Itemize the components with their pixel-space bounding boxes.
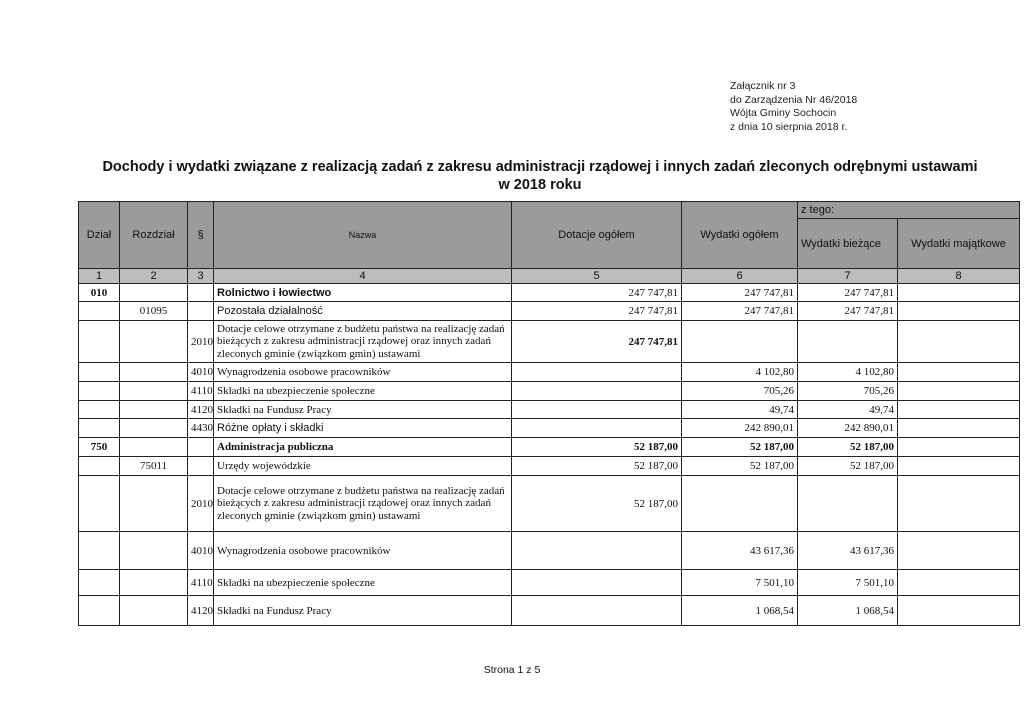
cell-dotacje <box>512 363 682 382</box>
cell-nazwa: Administracja publiczna <box>214 438 512 457</box>
table-row <box>79 419 1020 438</box>
cell-wydatki: 705,26 <box>682 382 798 401</box>
cell-nazwa: Składki na Fundusz Pracy <box>214 401 512 419</box>
column-number: 4 <box>214 269 512 284</box>
cell-wydatki: 242 890,01 <box>682 419 798 438</box>
cell-paragraf: 4110 <box>188 570 214 596</box>
cell-dotacje: 247 747,81 <box>512 321 682 363</box>
header-biezace: Wydatki bieżące <box>798 219 898 269</box>
cell-dzial <box>79 570 120 596</box>
cell-biezace: 247 747,81 <box>798 302 898 321</box>
table-row <box>79 284 1020 302</box>
cell-dotacje <box>512 401 682 419</box>
annex-line: z dnia 10 sierpnia 2018 r. <box>730 120 848 133</box>
cell-dotacje <box>512 382 682 401</box>
cell-biezace: 247 747,81 <box>798 284 898 302</box>
cell-wydatki: 52 187,00 <box>682 457 798 476</box>
table-row <box>79 596 1020 626</box>
table-row <box>79 302 1020 321</box>
cell-dzial <box>79 363 120 382</box>
cell-rozdzial: 01095 <box>120 302 188 321</box>
cell-majatkowe <box>898 284 1020 302</box>
cell-rozdzial <box>120 570 188 596</box>
cell-dotacje: 247 747,81 <box>512 284 682 302</box>
cell-rozdzial <box>120 284 188 302</box>
annex-line: Załącznik nr 3 <box>730 80 796 92</box>
cell-wydatki <box>682 476 798 532</box>
cell-majatkowe <box>898 438 1020 457</box>
cell-majatkowe <box>898 570 1020 596</box>
cell-nazwa: Składki na ubezpieczenie społeczne <box>214 570 512 596</box>
cell-majatkowe <box>898 401 1020 419</box>
cell-nazwa: Wynagrodzenia osobowe pracowników <box>214 532 512 570</box>
table-row <box>79 476 1020 532</box>
cell-dzial: 010 <box>79 284 120 302</box>
header-rozdzial: Rozdział <box>120 202 188 269</box>
cell-paragraf: 4010 <box>188 363 214 382</box>
column-number: 5 <box>512 269 682 284</box>
cell-biezace <box>798 476 898 532</box>
cell-biezace: 43 617,36 <box>798 532 898 570</box>
cell-dotacje: 52 187,00 <box>512 476 682 532</box>
cell-rozdzial <box>120 401 188 419</box>
column-number: 7 <box>798 269 898 284</box>
cell-wydatki: 247 747,81 <box>682 284 798 302</box>
cell-majatkowe <box>898 596 1020 626</box>
cell-wydatki: 52 187,00 <box>682 438 798 457</box>
cell-nazwa: Składki na Fundusz Pracy <box>214 596 512 626</box>
cell-nazwa: Rolnictwo i łowiectwo <box>214 284 512 302</box>
cell-dzial: 750 <box>79 438 120 457</box>
cell-wydatki <box>682 321 798 363</box>
cell-majatkowe <box>898 363 1020 382</box>
column-number: 2 <box>120 269 188 284</box>
cell-paragraf <box>188 284 214 302</box>
cell-biezace: 7 501,10 <box>798 570 898 596</box>
cell-paragraf: 2010 <box>188 321 214 363</box>
annex-note <box>730 80 857 134</box>
table-row <box>79 401 1020 419</box>
table-row <box>79 570 1020 596</box>
header-dotacje: Dotacje ogółem <box>512 202 682 269</box>
cell-paragraf <box>188 457 214 476</box>
cell-dzial <box>79 382 120 401</box>
cell-rozdzial <box>120 363 188 382</box>
cell-dzial <box>79 302 120 321</box>
document-title <box>60 158 1020 194</box>
cell-dzial <box>79 532 120 570</box>
cell-rozdzial <box>120 419 188 438</box>
cell-nazwa: Urzędy wojewódzkie <box>214 457 512 476</box>
cell-dotacje <box>512 596 682 626</box>
cell-nazwa: Pozostała działalność <box>214 302 512 321</box>
cell-majatkowe <box>898 302 1020 321</box>
annex-line: Wójta Gminy Sochocin <box>730 107 837 119</box>
cell-dotacje <box>512 570 682 596</box>
table-row <box>79 382 1020 401</box>
cell-paragraf: 4010 <box>188 532 214 570</box>
table-row <box>79 438 1020 457</box>
cell-majatkowe <box>898 419 1020 438</box>
cell-dotacje: 247 747,81 <box>512 302 682 321</box>
cell-majatkowe <box>898 457 1020 476</box>
cell-biezace: 52 187,00 <box>798 457 898 476</box>
table-row <box>79 321 1020 363</box>
cell-nazwa: Składki na ubezpieczenie społeczne <box>214 382 512 401</box>
cell-wydatki: 4 102,80 <box>682 363 798 382</box>
budget-table <box>78 201 1020 626</box>
header-dzial: Dział <box>79 202 120 269</box>
cell-majatkowe <box>898 321 1020 363</box>
cell-dotacje: 52 187,00 <box>512 457 682 476</box>
cell-nazwa: Wynagrodzenia osobowe pracowników <box>214 363 512 382</box>
cell-dzial <box>79 476 120 532</box>
cell-biezace: 49,74 <box>798 401 898 419</box>
cell-biezace: 52 187,00 <box>798 438 898 457</box>
cell-nazwa: Dotacje celowe otrzymane z budżetu państwa na realizację zadań bieżących z zakresu administracji rządowej oraz innych zadań zleconych gminie (związkom gmin) ustawami <box>214 476 512 532</box>
cell-dzial <box>79 596 120 626</box>
annex-line: do Zarządzenia Nr 46/2018 <box>730 93 858 106</box>
cell-nazwa: Różne opłaty i składki <box>214 419 512 438</box>
cell-rozdzial <box>120 438 188 457</box>
cell-paragraf: 4110 <box>188 382 214 401</box>
table-row <box>79 532 1020 570</box>
cell-dotacje <box>512 532 682 570</box>
cell-dzial <box>79 457 120 476</box>
cell-wydatki: 7 501,10 <box>682 570 798 596</box>
cell-biezace: 1 068,54 <box>798 596 898 626</box>
table-row <box>79 457 1020 476</box>
header-paragraf: § <box>188 202 214 269</box>
table-row <box>79 363 1020 382</box>
column-number: 8 <box>898 269 1020 284</box>
header-majatkowe: Wydatki majątkowe <box>898 219 1020 269</box>
cell-dzial <box>79 401 120 419</box>
cell-paragraf: 4430 <box>188 419 214 438</box>
cell-biezace <box>798 321 898 363</box>
page-footer: Strona 1 z 5 <box>483 664 541 676</box>
cell-biezace: 4 102,80 <box>798 363 898 382</box>
cell-wydatki: 43 617,36 <box>682 532 798 570</box>
cell-paragraf <box>188 302 214 321</box>
cell-nazwa: Dotacje celowe otrzymane z budżetu państwa na realizację zadań bieżących z zakresu administracji rządowej oraz innych zadań zleconych gminie (związkom gmin) ustawami <box>214 321 512 363</box>
title-line-2: w 2018 roku <box>498 177 582 193</box>
cell-paragraf: 2010 <box>188 476 214 532</box>
cell-rozdzial <box>120 321 188 363</box>
cell-wydatki: 49,74 <box>682 401 798 419</box>
cell-rozdzial <box>120 382 188 401</box>
cell-rozdzial <box>120 596 188 626</box>
cell-dotacje: 52 187,00 <box>512 438 682 457</box>
cell-dzial <box>79 419 120 438</box>
cell-majatkowe <box>898 476 1020 532</box>
cell-paragraf: 4120 <box>188 596 214 626</box>
cell-paragraf <box>188 438 214 457</box>
cell-wydatki: 1 068,54 <box>682 596 798 626</box>
header-z-tego: z tego: <box>798 202 1020 219</box>
cell-rozdzial <box>120 532 188 570</box>
cell-biezace: 242 890,01 <box>798 419 898 438</box>
cell-dzial <box>79 321 120 363</box>
cell-majatkowe <box>898 532 1020 570</box>
column-number: 1 <box>79 269 120 284</box>
header-nazwa: Nazwa <box>214 202 512 269</box>
cell-paragraf: 4120 <box>188 401 214 419</box>
cell-rozdzial: 75011 <box>120 457 188 476</box>
title-line-1: Dochody i wydatki związane z realizacją zadań z zakresu administracji rządowej i innych zadań zleconych odrębnymi ustawami <box>102 159 978 175</box>
column-number: 3 <box>188 269 214 284</box>
cell-majatkowe <box>898 382 1020 401</box>
cell-rozdzial <box>120 476 188 532</box>
cell-wydatki: 247 747,81 <box>682 302 798 321</box>
cell-dotacje <box>512 419 682 438</box>
header-wydatki: Wydatki ogółem <box>682 202 798 269</box>
column-number: 6 <box>682 269 798 284</box>
cell-biezace: 705,26 <box>798 382 898 401</box>
